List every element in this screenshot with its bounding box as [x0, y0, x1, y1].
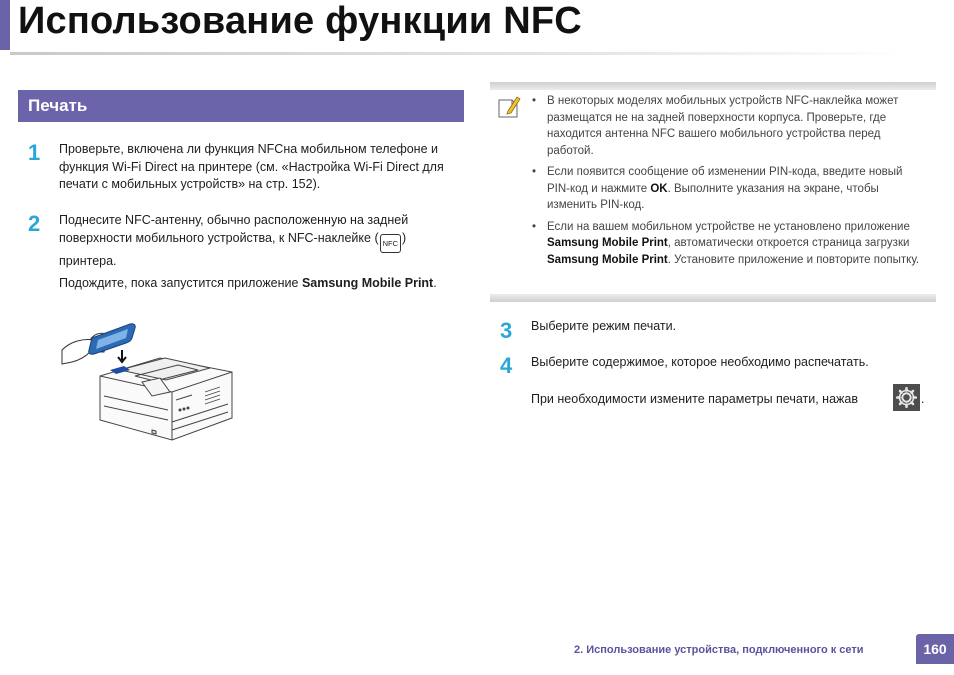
step-2-text-end: ) принтера. [59, 230, 407, 268]
step-number-3: 3 [500, 318, 513, 343]
bullet: • [532, 166, 537, 178]
note-item-3-text-c: . Установите приложение и повторите попытку. [667, 253, 920, 266]
step-2-subtext-end: . [433, 276, 437, 290]
nfc-badge-icon: NFC [380, 234, 401, 253]
note-pencil-icon [496, 94, 522, 120]
note-item-3-bold-a: Samsung Mobile Print [547, 237, 668, 249]
note-list [530, 93, 928, 273]
note-item-2-bold: OK [650, 182, 668, 195]
title-divider [10, 52, 910, 55]
note-item-1 [530, 93, 928, 159]
step-number-2: 2 [28, 211, 41, 236]
footer-chapter: 2. Использование устройства, подключенного к сети [574, 644, 864, 656]
gear-icon [893, 384, 920, 411]
step-number-4: 4 [500, 353, 513, 378]
step-2-subtext-start: Подождите, пока запустится приложение [59, 276, 302, 290]
page-number: 160 [923, 641, 947, 657]
printer-nfc-illustration [60, 320, 238, 452]
note-item-3-bold-b: Samsung Mobile Print [547, 253, 668, 266]
title-accent-bar [0, 0, 10, 50]
note-item-3 [530, 219, 928, 269]
section-title: Печать [28, 96, 88, 115]
bullet: • [532, 220, 537, 233]
step-4-subtext-end: . [921, 392, 925, 406]
note-item-2-text-a: Если появится сообщение об изменении PIN-кода, введите новый PIN-код и нажмите [547, 166, 903, 195]
step-2-text-start: Поднесите NFC-антенну, обычно расположенную на задней поверхности мобильного устройства, к NFC-наклейке ( [59, 213, 409, 245]
step-2-subtext [59, 275, 465, 293]
step-4-subtext: При необходимости измените параметры печати, нажав [531, 392, 858, 406]
step-4-text: Выберите содержимое, которое необходимо распечатать. [531, 355, 869, 369]
note-item-1-text: В некоторых моделях мобильных устройств NFC-наклейка может размещатся не на задней поверхности корпуса. Проверьте, где находится антенна NFC вашего мобильного устройства перед работой. [547, 95, 899, 157]
settings-gear-icon [893, 384, 920, 411]
note-box-top-border [490, 82, 936, 90]
page-title: Использование функции NFC [18, 0, 582, 42]
note-item-2-text-b: . Выполните указания на экране, чтобы изменить PIN-код. [547, 182, 879, 211]
step-3-text: Выберите режим печати. [531, 319, 677, 333]
step-number-1: 1 [28, 140, 41, 165]
app-name: Samsung Mobile Print [301, 276, 434, 290]
note-item-3-text-b: , автоматически откроется страница загрузки [667, 237, 910, 249]
note-box-bottom-border [490, 294, 936, 302]
step-1-text: Проверьте, включена ли функция NFCна мобильном телефоне и функция Wi-Fi Direct на принтере (см. «Настройка Wi-Fi Direct для печати с мобильных устройств» на стр. 152). [59, 142, 444, 191]
bullet: • [532, 95, 537, 107]
step-2-text [59, 212, 465, 270]
note-item-2 [530, 164, 928, 214]
note-item-3-text-a: Если на вашем мобильном устройстве не установлено приложение [547, 220, 910, 233]
